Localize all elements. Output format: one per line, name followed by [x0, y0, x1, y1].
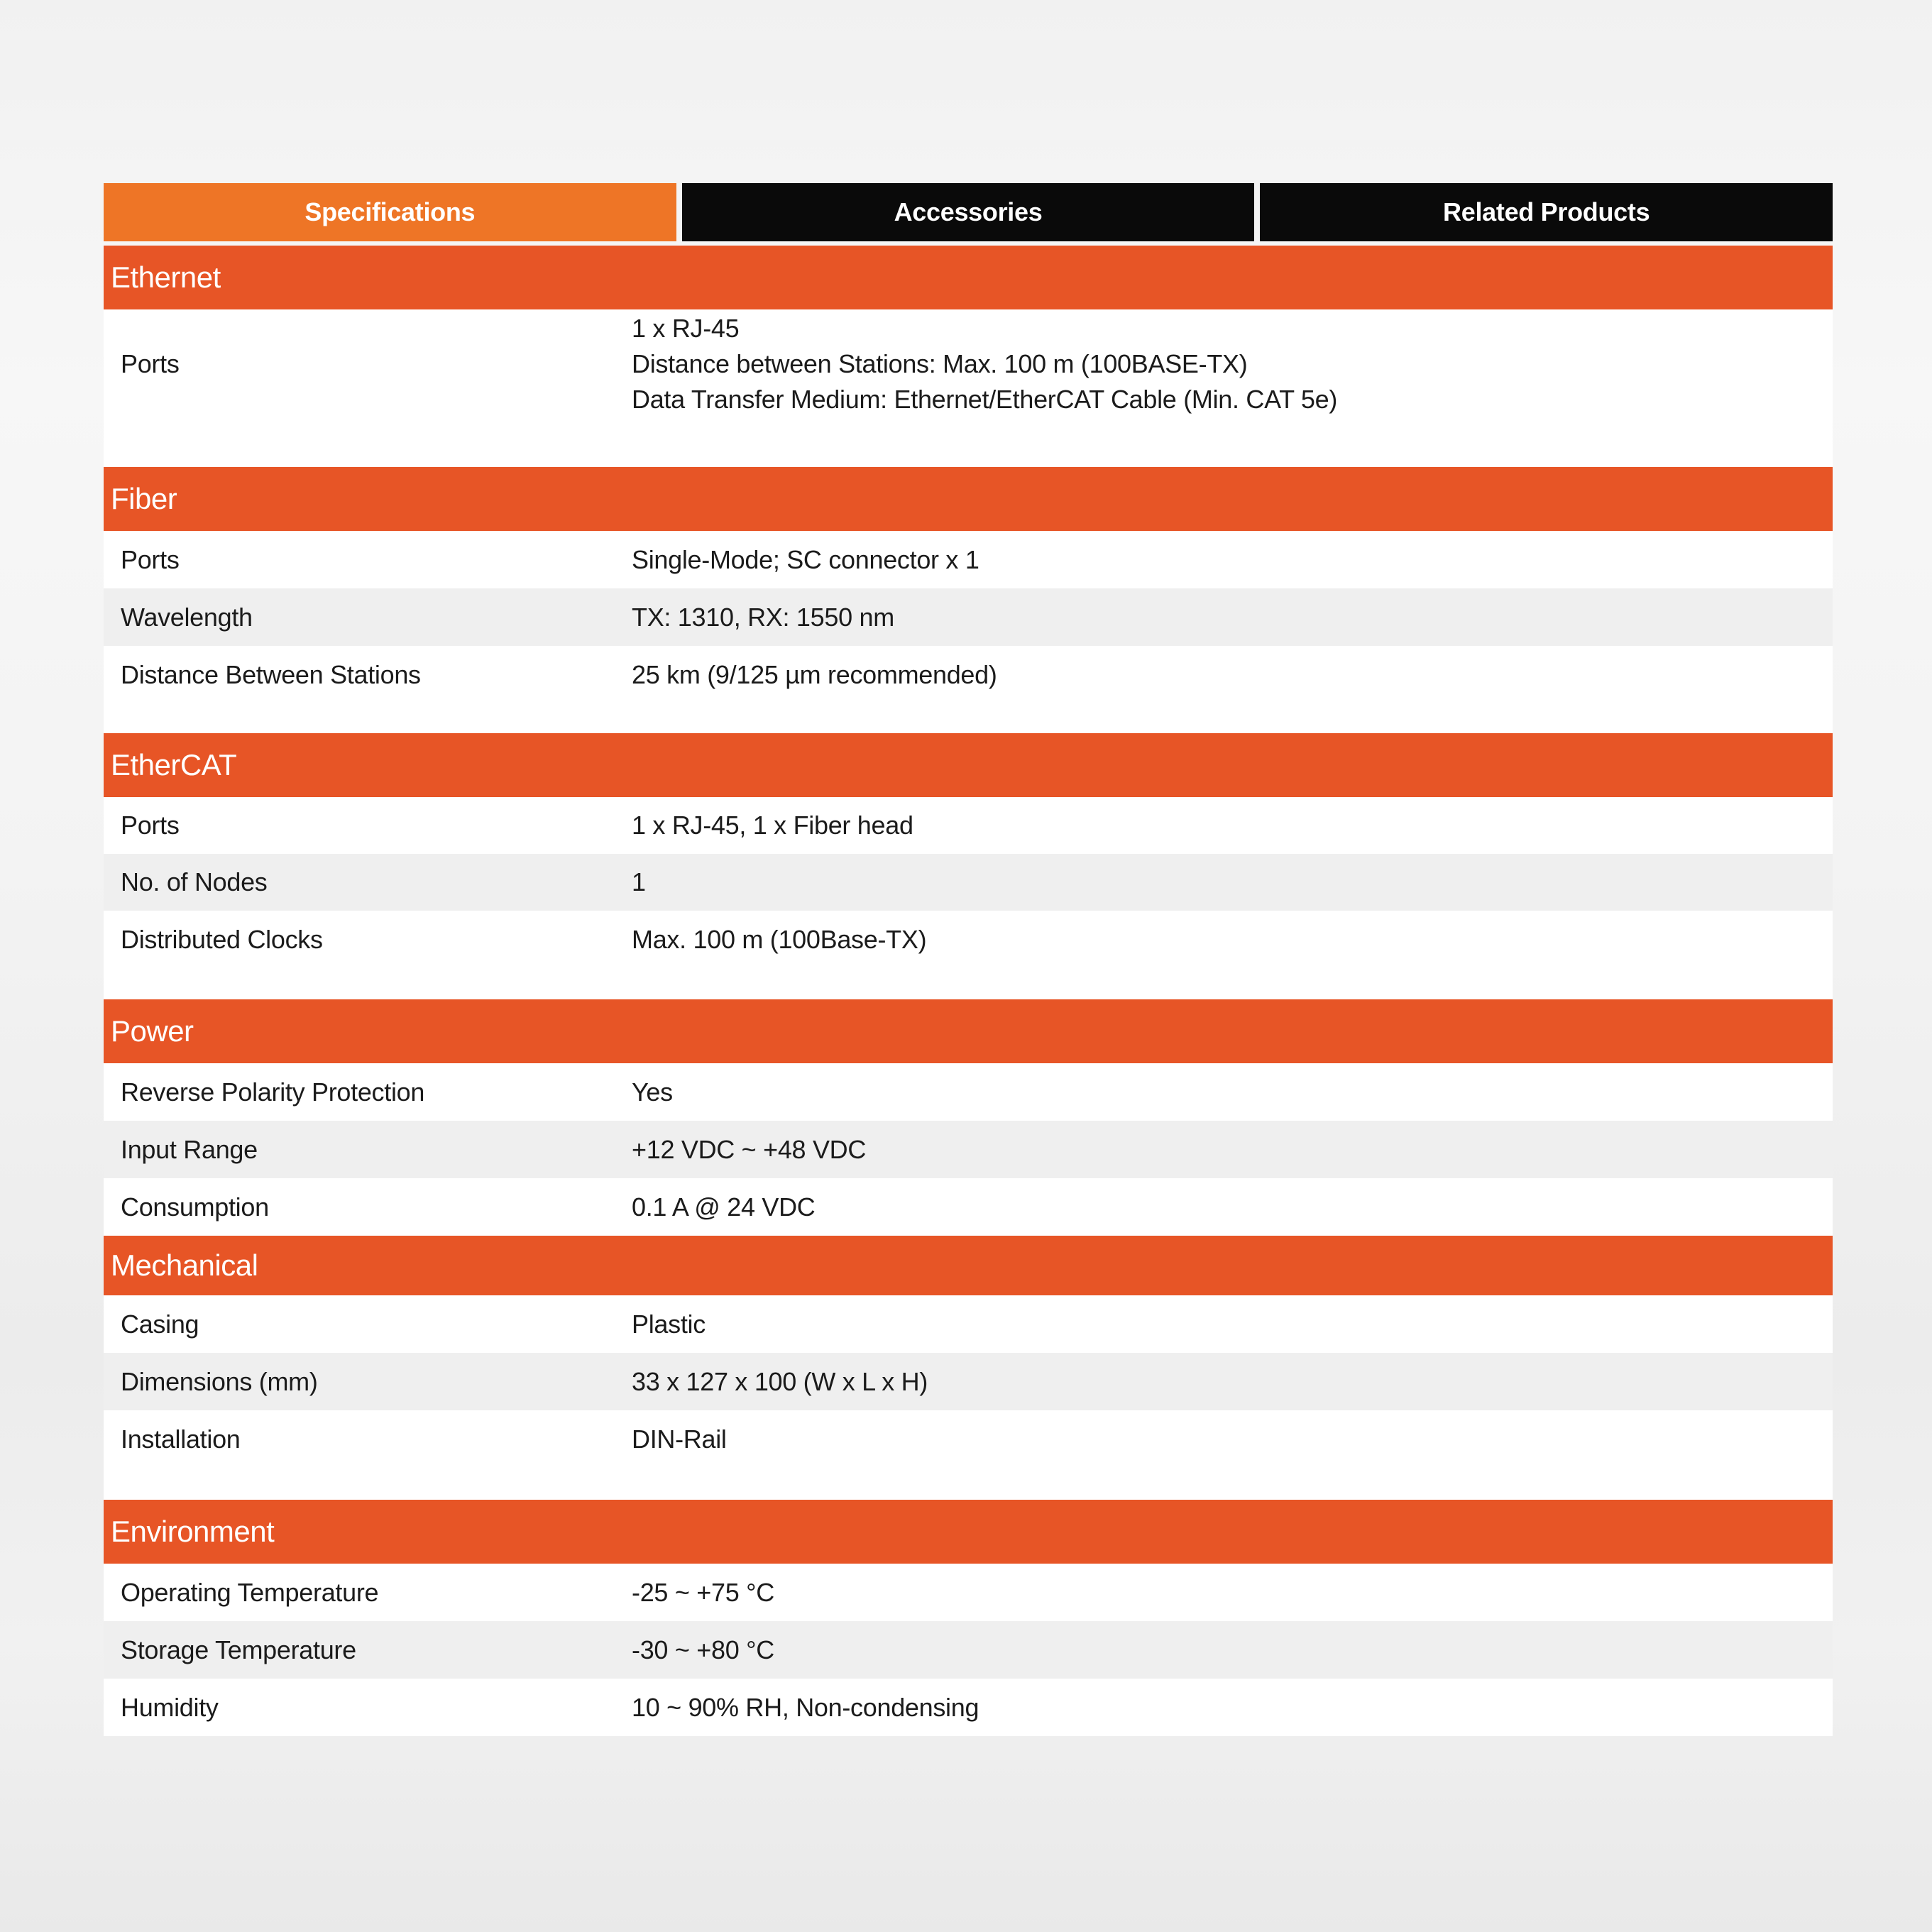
tab-accessories[interactable]: Accessories [682, 183, 1255, 241]
row-value: -30 ~ +80 °C [632, 1635, 774, 1664]
table-row [104, 1178, 1833, 1236]
row-label: Wavelength [121, 602, 253, 632]
table-row [104, 309, 1833, 419]
section-header-ethercat: EtherCAT [104, 733, 1833, 797]
row-value: Yes [632, 1077, 673, 1107]
row-value: 1 [632, 867, 646, 896]
row-label: Distributed Clocks [121, 924, 323, 954]
row-value: Single-Mode; SC connector x 1 [632, 544, 979, 574]
table-row [104, 1295, 1833, 1353]
row-value-line: Distance between Stations: Max. 100 m (100BASE-TX) [632, 349, 1248, 378]
row-value: 10 ~ 90% RH, Non-condensing [632, 1692, 979, 1722]
section-spacer [104, 703, 1833, 733]
row-label: Ports [121, 544, 180, 574]
row-value: Plastic [632, 1309, 706, 1339]
row-value [632, 311, 1833, 417]
row-value: +12 VDC ~ +48 VDC [632, 1134, 867, 1164]
section-spacer [104, 419, 1833, 467]
section-header-environment: Environment [104, 1500, 1833, 1564]
section-header-fiber: Fiber [104, 467, 1833, 531]
table-row [104, 1564, 1833, 1621]
section-spacer [104, 1468, 1833, 1500]
section-header-ethernet: Ethernet [104, 246, 1833, 309]
row-label: Consumption [121, 1192, 269, 1222]
spec-table [104, 246, 1833, 1736]
tab-related-products[interactable]: Related Products [1260, 183, 1833, 241]
table-row [104, 1621, 1833, 1679]
row-value: Max. 100 m (100Base-TX) [632, 924, 927, 954]
row-label: Humidity [121, 1692, 219, 1722]
table-row [104, 1410, 1833, 1468]
section-header-power: Power [104, 999, 1833, 1063]
table-row [104, 911, 1833, 968]
row-label: Dimensions (mm) [121, 1366, 318, 1396]
section-header-mechanical: Mechanical [104, 1236, 1833, 1295]
table-row [104, 854, 1833, 911]
row-value-line: Data Transfer Medium: Ethernet/EtherCAT Cable (Min. CAT 5e) [632, 385, 1338, 414]
row-value: TX: 1310, RX: 1550 nm [632, 602, 894, 632]
row-label: Distance Between Stations [121, 659, 421, 689]
row-value-line: 1 x RJ-45 [632, 314, 740, 343]
row-label: Input Range [121, 1134, 258, 1164]
row-value: 33 x 127 x 100 (W x L x H) [632, 1366, 928, 1396]
row-value: 25 km (9/125 µm recommended) [632, 659, 997, 689]
table-row [104, 588, 1833, 646]
table-row [104, 531, 1833, 588]
row-label: Ports [121, 349, 180, 378]
table-row [104, 1353, 1833, 1410]
row-label: Storage Temperature [121, 1635, 356, 1664]
table-row [104, 1121, 1833, 1178]
row-value: -25 ~ +75 °C [632, 1577, 774, 1607]
table-row [104, 1679, 1833, 1736]
row-value: DIN-Rail [632, 1424, 727, 1454]
row-label: Installation [121, 1424, 241, 1454]
row-label: Ports [121, 811, 180, 840]
tab-bar [104, 183, 1833, 241]
table-row [104, 797, 1833, 854]
row-value: 1 x RJ-45, 1 x Fiber head [632, 811, 913, 840]
spec-panel [104, 183, 1833, 1736]
row-label: Reverse Polarity Protection [121, 1077, 425, 1107]
table-row [104, 646, 1833, 703]
section-spacer [104, 968, 1833, 999]
row-value: 0.1 A @ 24 VDC [632, 1192, 816, 1222]
row-label: Casing [121, 1309, 199, 1339]
table-row [104, 1063, 1833, 1121]
row-label: Operating Temperature [121, 1577, 379, 1607]
tab-specifications[interactable]: Specifications [104, 183, 676, 241]
row-label: No. of Nodes [121, 867, 268, 896]
